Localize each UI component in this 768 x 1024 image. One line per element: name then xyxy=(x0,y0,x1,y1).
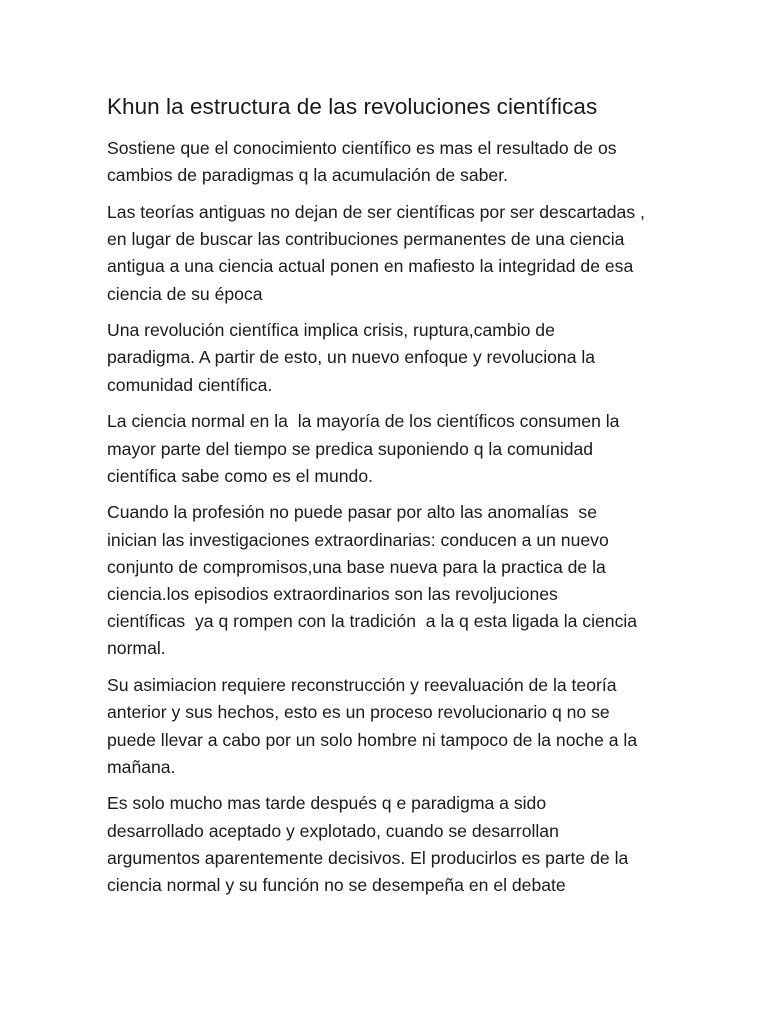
paragraph-5 xyxy=(107,499,687,662)
paragraph-4 xyxy=(107,408,687,490)
paragraph-3 xyxy=(107,317,687,399)
text-line: antigua a una ciencia actual ponen en mafiesto la integridad de esa xyxy=(107,256,634,277)
paragraph-7 xyxy=(107,790,687,899)
text-line: argumentos aparentemente decisivos. El producirlos es parte de la xyxy=(107,847,629,868)
text-line: Las teorías antiguas no dejan de ser científicas por ser descartadas , xyxy=(107,201,645,222)
text-line: comunidad científica. xyxy=(107,374,273,395)
text-line: normal. xyxy=(107,638,166,659)
text-line: La ciencia normal en la la mayoría de los científicos consumen la xyxy=(107,411,620,432)
text-line: desarrollado aceptado y explotado, cuando se desarrollan xyxy=(107,820,559,841)
text-line: científicas ya q rompen con la tradición a la q esta ligada la ciencia xyxy=(107,611,638,632)
text-line: mayor parte del tiempo se predica suponiendo q la comunidad xyxy=(107,438,594,459)
text-line: conjunto de compromisos,una base nueva para la practica de la xyxy=(107,556,606,577)
paragraph-2 xyxy=(107,199,687,308)
text-line: Cuando la profesión no puede pasar por alto las anomalías se xyxy=(107,502,598,523)
text-line: puede llevar a cabo por un solo hombre ni tampoco de la noche a la xyxy=(107,729,638,750)
paragraph-1 xyxy=(107,135,687,189)
text-line: cambios de paradigmas q la acumulación de saber. xyxy=(107,165,508,186)
text-line: ciencia de su época xyxy=(107,283,263,304)
text-line: anterior y sus hechos, esto es un proceso revolucionario q no se xyxy=(107,702,610,723)
text-line: mañana. xyxy=(107,756,176,777)
text-line: paradigma. A partir de esto, un nuevo enfoque y revoluciona la xyxy=(107,347,596,368)
text-line: Sostiene que el conocimiento científico es mas el resultado de os xyxy=(107,138,617,158)
text-line: ciencia normal y su función no se desempeña en el debate xyxy=(107,875,566,896)
text-line: inician las investigaciones extraordinarias: conducen a un nuevo xyxy=(107,529,609,550)
paragraph-6 xyxy=(107,672,687,781)
text-line: Es solo mucho mas tarde después q e paradigma a sido xyxy=(107,793,547,814)
text-line: Una revolución científica implica crisis, ruptura,cambio de xyxy=(107,320,555,341)
text-line: ciencia.los episodios extraordinarios son las revoljuciones xyxy=(107,584,558,605)
text-line: Su asimiacion requiere reconstrucción y reevaluación de la teoría xyxy=(107,675,617,696)
document-title: Khun la estructura de las revoluciones científicas xyxy=(107,94,598,119)
document-page xyxy=(107,92,687,909)
text-line: científica sabe como es el mundo. xyxy=(107,465,374,486)
text-line: en lugar de buscar las contribuciones permanentes de una ciencia xyxy=(107,229,625,250)
